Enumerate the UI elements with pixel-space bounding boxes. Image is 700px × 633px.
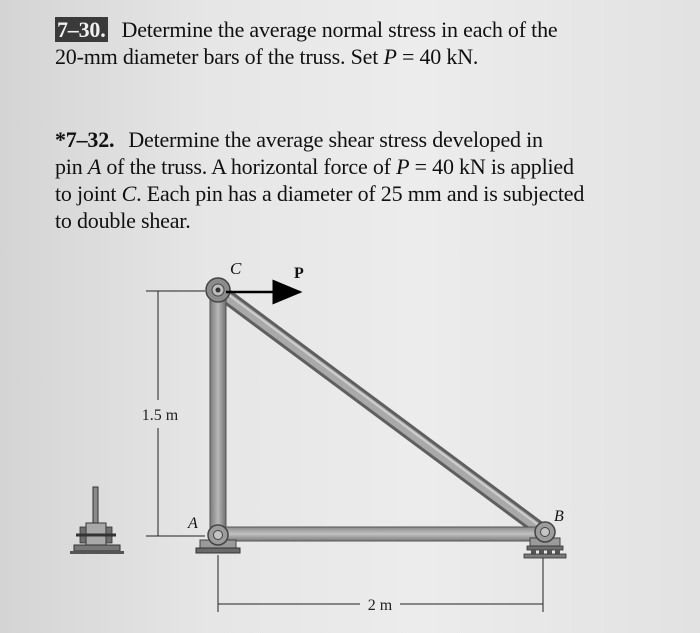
pin-c bbox=[206, 278, 230, 302]
problem-7-32-line-4: to double shear. bbox=[55, 208, 191, 233]
label-p: P bbox=[294, 265, 304, 282]
member-cb bbox=[218, 287, 545, 533]
member-ab bbox=[218, 527, 545, 541]
problem-7-32-number: *7–32. bbox=[55, 127, 115, 152]
dimension-vertical-label: 1.5 m bbox=[141, 407, 179, 424]
problem-7-32-text-2a: pin bbox=[55, 154, 88, 179]
label-b: B bbox=[554, 508, 564, 525]
label-c: C bbox=[230, 259, 242, 278]
problem-7-32-text-3b: . Each pin has a diameter of 25 mm and is subjected bbox=[136, 181, 585, 206]
problem-7-32-var-p: P bbox=[396, 154, 410, 179]
problem-7-30-text-1: Determine the average normal stress in each of the bbox=[121, 17, 558, 42]
problem-7-32-text-1: Determine the average shear stress developed in bbox=[128, 127, 543, 152]
problem-7-32-var-a: A bbox=[87, 154, 102, 179]
problem-7-30-var-p: P bbox=[383, 44, 397, 69]
member-ca bbox=[210, 290, 226, 538]
problem-7-32-text-2b: of the truss. A horizontal force of bbox=[101, 154, 397, 179]
dimension-vertical bbox=[142, 291, 205, 536]
problem-7-32-text-3a: to joint bbox=[55, 181, 122, 206]
dimension-horizontal bbox=[218, 555, 543, 614]
problem-7-32-var-c: C bbox=[121, 181, 137, 206]
problem-7-30-number: 7–30. bbox=[57, 17, 106, 42]
label-a: A bbox=[188, 515, 198, 532]
pin-side-view bbox=[70, 487, 124, 554]
dimension-horizontal-label: 2 m bbox=[367, 597, 393, 614]
problem-7-32-text-2c: = 40 kN is applied bbox=[409, 154, 574, 179]
problem-7-30-text-2a: 20-mm diameter bars of the truss. Set bbox=[55, 44, 384, 69]
problem-7-30-text-2b: = 40 kN. bbox=[396, 44, 479, 69]
